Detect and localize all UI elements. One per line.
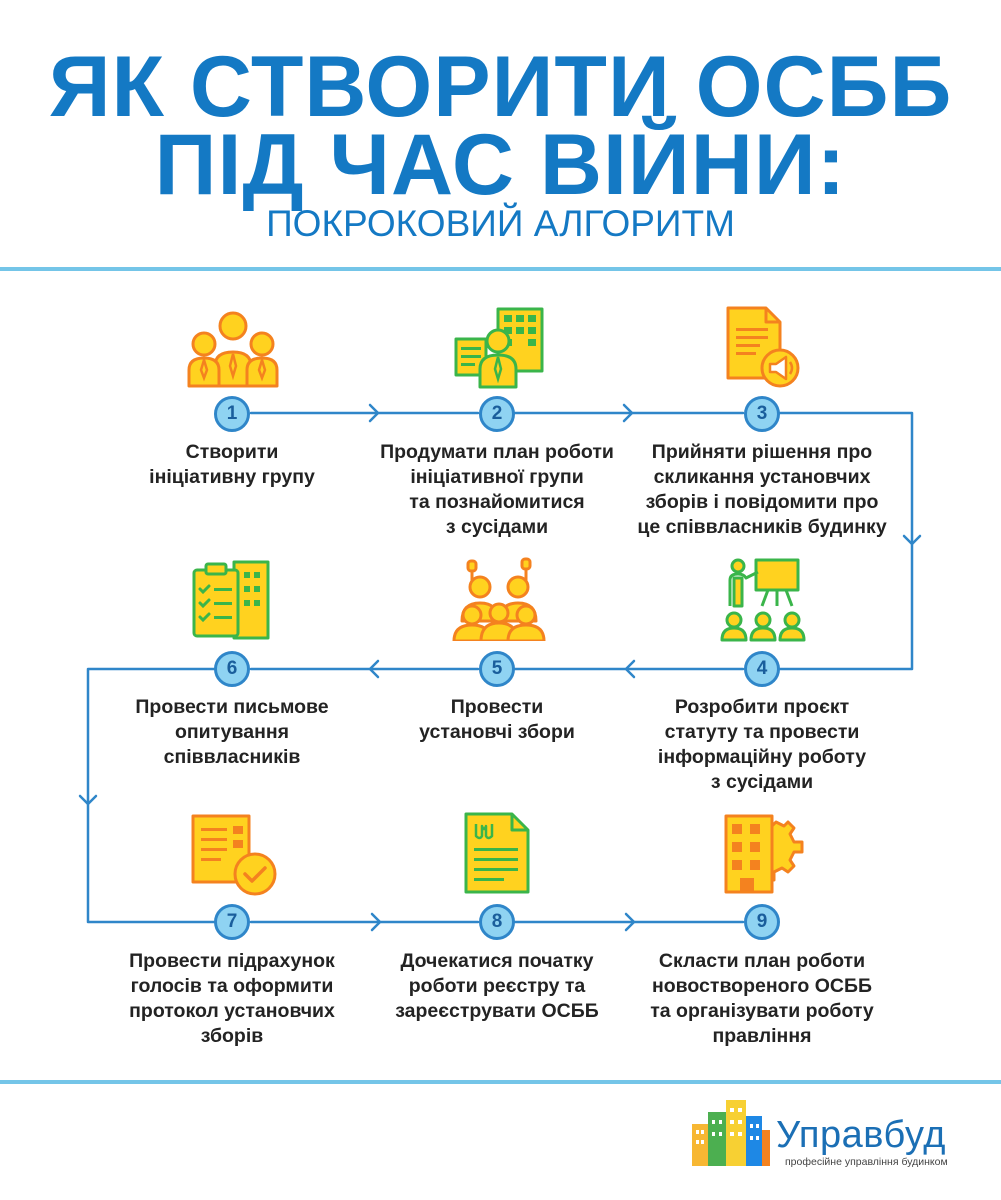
step-5-label: Провести установчі збори <box>419 696 575 743</box>
step-5-number: 5 <box>479 651 515 687</box>
step-9-number: 9 <box>744 904 780 940</box>
step-6-number: 6 <box>214 651 250 687</box>
trident-document-icon <box>462 810 534 896</box>
checklist-clipboard-icon <box>190 558 276 642</box>
step-3-number: 3 <box>744 396 780 432</box>
protocol-checkmark-icon <box>189 812 281 896</box>
brand-tagline: професійне управління будинком <box>785 1156 948 1168</box>
step-7-label: Провести підрахунок голосів та оформити протокол установчих зборів <box>129 950 335 1047</box>
step-2-number: 2 <box>479 396 515 432</box>
bottom-divider <box>0 1080 1001 1084</box>
step-8-label: Дочекатися початку роботи реєстру та зареєструвати ОСББ <box>395 950 599 1022</box>
step-9-label: Скласти план роботи новоствореного ОСББ та організувати роботу правління <box>650 950 874 1047</box>
brand-logo-icon <box>688 1098 772 1168</box>
title-line-1: ЯК СТВОРИТИ ОСББ <box>48 39 953 135</box>
voting-hands-icon <box>450 557 548 641</box>
step-6-label: Провести письмове опитування співвласників <box>135 696 329 768</box>
step-2-label: Продумати план роботи ініціативної групи та познайомитися з сусідами <box>380 441 614 538</box>
step-4-number: 4 <box>744 651 780 687</box>
building-gear-icon <box>718 808 808 896</box>
brand-name: Управбуд <box>776 1114 946 1156</box>
step-1-label: Створити ініціативну групу <box>149 441 315 488</box>
step-4-label: Розробити проєкт статуту та провести інформаційну роботу з сусідами <box>657 696 867 793</box>
people-group-icon <box>185 304 281 388</box>
step-3-label: Прийняти рішення про скликання установчих зборів і повідомити про це співвласників будинку <box>637 441 887 538</box>
document-megaphone-icon <box>722 304 804 388</box>
subtitle: ПОКРОКОВИЙ АЛГОРИТМ <box>266 203 735 244</box>
planning-building-icon <box>452 305 548 389</box>
step-7-number: 7 <box>214 904 250 940</box>
step-8-number: 8 <box>479 904 515 940</box>
title-line-2: ПІД ЧАС ВІЙНИ: <box>154 117 847 213</box>
presentation-audience-icon <box>720 556 806 642</box>
step-1-number: 1 <box>214 396 250 432</box>
